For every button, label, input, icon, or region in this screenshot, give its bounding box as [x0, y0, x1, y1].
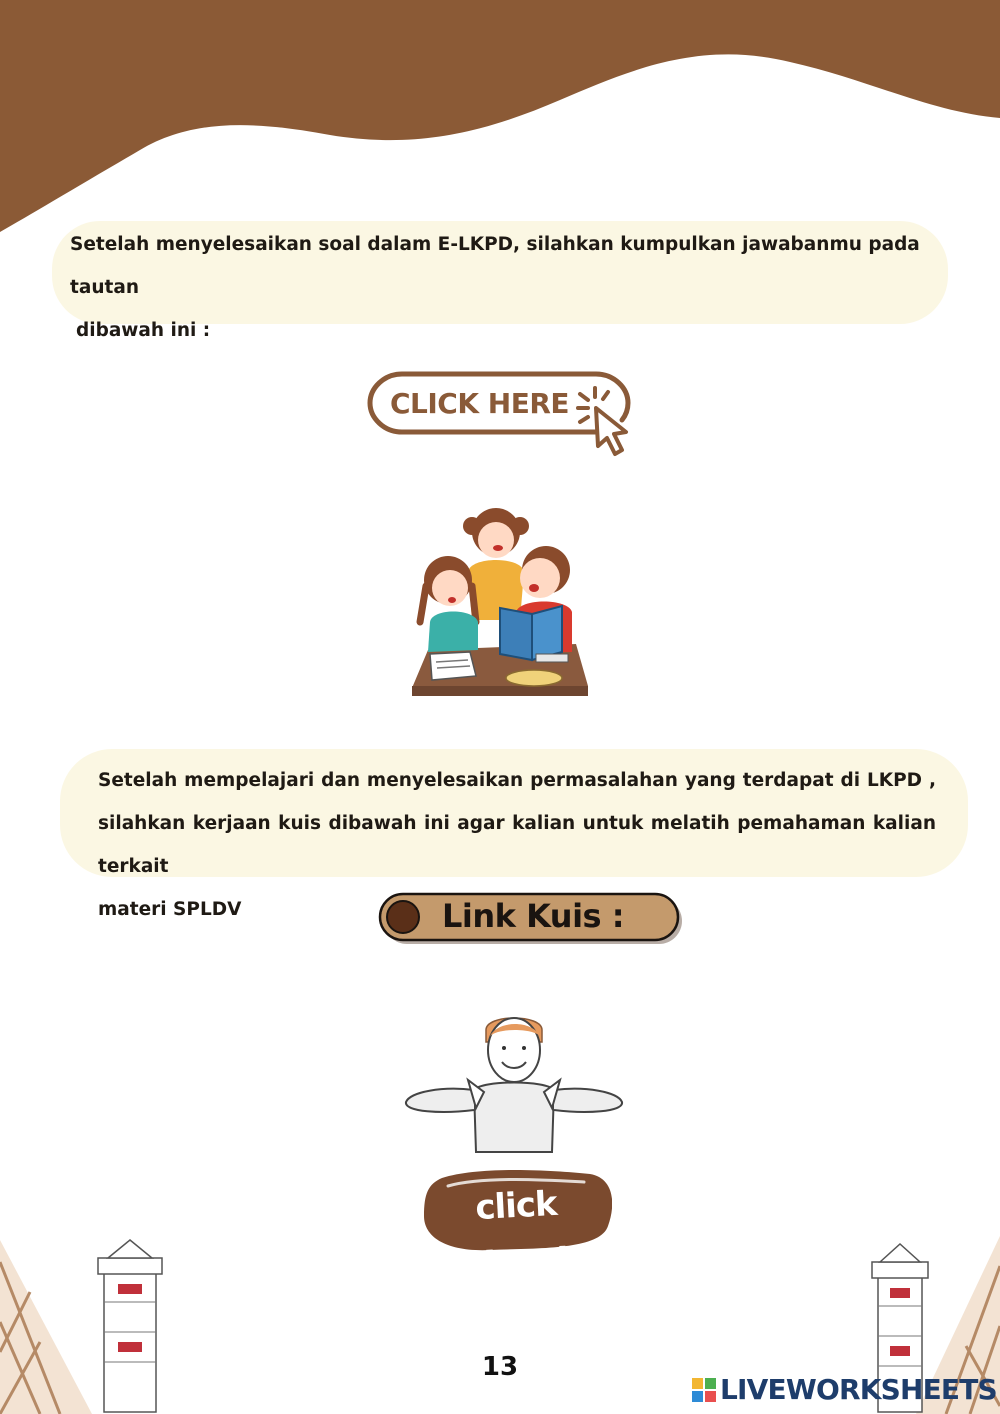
click-here-badge[interactable] — [420, 1164, 612, 1285]
brand-wordmark: LIVEWORKSHEETS — [720, 1373, 997, 1406]
man-pointing-down-illustration — [402, 1006, 626, 1154]
instruction-text-line: Setelah menyelesaikan soal dalam E-LKPD, silahkan kumpulkan jawabanmu pada tautan — [70, 234, 920, 298]
link-kuis-heading — [378, 892, 684, 946]
instruction-box-submit — [52, 221, 948, 341]
cursor-click-icon — [568, 386, 634, 460]
instruction-text-line: Setelah mempelajari dan menyelesaikan permasalahan yang terdapat di LKPD , — [98, 770, 936, 791]
top-wave-decoration — [0, 0, 1000, 240]
instruction-text-line: materi SPLDV — [98, 899, 242, 920]
click-here-badge-label: click Here! — [467, 1183, 571, 1285]
instruction-text-line: dibawah ini : — [76, 320, 211, 341]
tower-icon — [0, 1232, 210, 1414]
page-number: 13 — [481, 1352, 519, 1382]
liveworksheets-logo-icon — [692, 1378, 716, 1402]
click-here-button[interactable] — [366, 370, 634, 460]
link-kuis-label: Link Kuis : — [442, 897, 625, 935]
children-studying-illustration — [408, 502, 592, 700]
click-here-label: CLICK HERE — [390, 387, 570, 420]
instruction-text-line: silahkan kerjaan kuis dibawah ini agar kalian untuk melatih pemahaman kalian terkait — [98, 813, 936, 877]
